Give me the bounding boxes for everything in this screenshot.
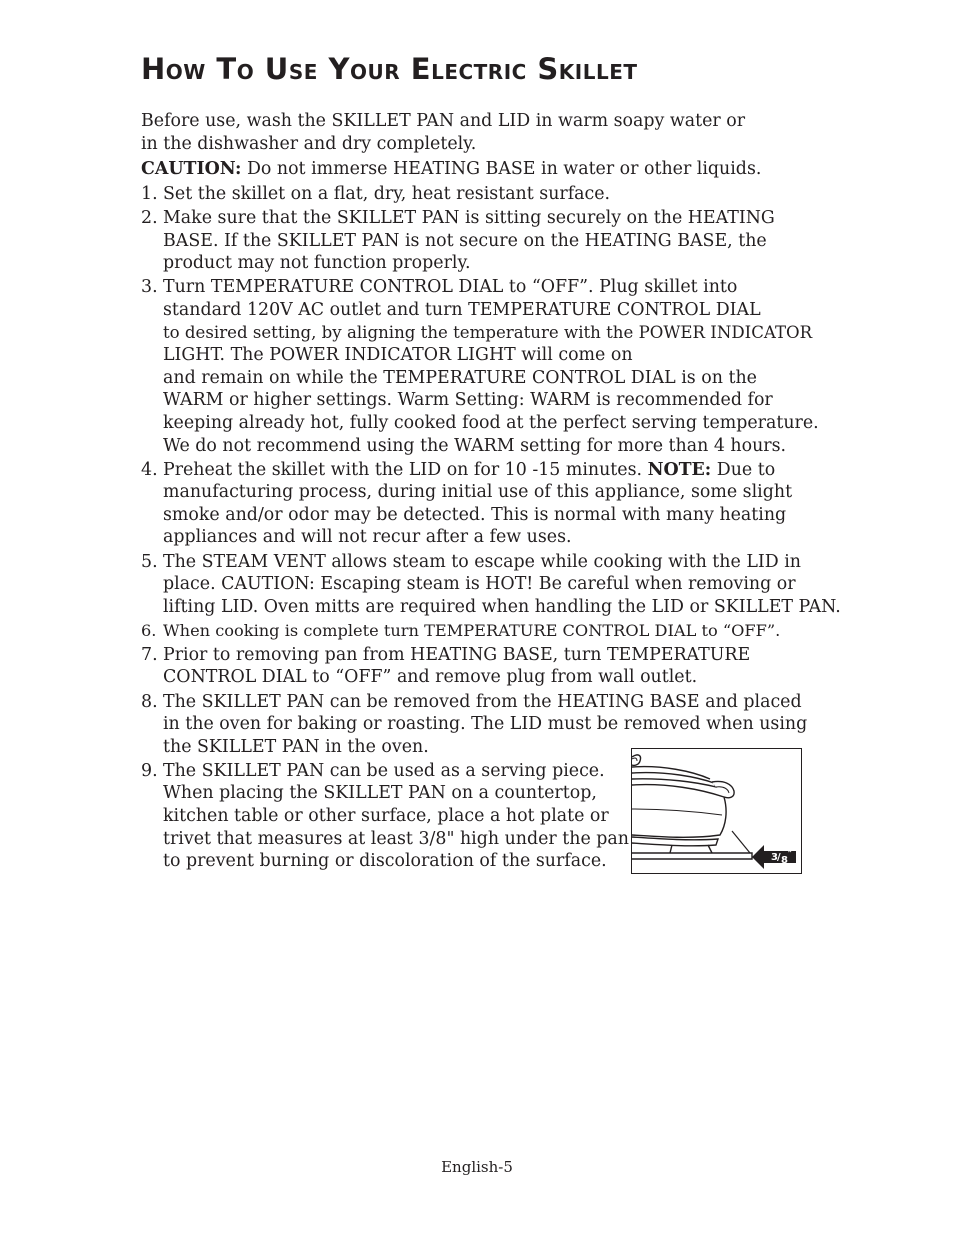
step-3 [141,276,831,457]
step-line: and remain on while the TEMPERATURE CONTROL DIAL is on the [163,367,757,388]
step-line: trivet that measures at least 3/8" high under the pan [163,828,629,849]
step-line: CONTROL DIAL to “OFF” and remove plug from wall outlet. [163,667,698,688]
step-line: in the oven for baking or roasting. The LID must be removed when using [163,714,808,735]
intro-line: in the dishwasher and dry completely. [141,133,477,154]
step-number: 3. [141,277,158,298]
note-label: NOTE: [647,459,712,480]
step-line: keeping already hot, fully cooked food at the perfect serving temperature. [163,412,819,433]
intro-line: Before use, wash the SKILLET PAN and LID in warm soapy water or [141,111,746,131]
step-number: 7. [141,644,158,665]
step-number: 2. [141,208,158,229]
step-line: appliances and will not recur after a few uses. [163,527,572,548]
step-line: product may not function properly. [163,253,471,274]
countertop-edge-line [732,831,750,853]
foot-right [708,845,712,853]
step-line: The STEAM VENT allows steam to escape while cooking with the LID in [163,551,801,572]
measure-slash: / [777,852,781,863]
step-9 [141,760,629,873]
countertop-surface [632,853,752,859]
caution-paragraph [141,158,831,181]
step-line: BASE. If the SKILLET PAN is not secure on the HEATING BASE, the [163,230,767,251]
step-text: Due to [711,459,776,480]
step-line: When placing the SKILLET PAN on a countertop, [163,783,597,804]
step-line: Turn TEMPERATURE CONTROL DIAL to “OFF”. Plug skillet into [163,277,738,298]
caution-label: CAUTION: [141,159,242,179]
step-line: lifting LID. Oven mitts are required when handling the LID or SKILLET PAN. [163,596,841,617]
measure-inch-mark: ″ [788,850,793,860]
step-line: Prior to removing pan from HEATING BASE, turn TEMPERATURE [163,644,751,665]
step-line: smoke and/or odor may be detected. This is normal with many heating [163,504,787,525]
step-6 [141,620,831,643]
step-number: 6. [141,620,157,640]
step-line: Make sure that the SKILLET PAN is sitting securely on the HEATING [163,208,775,229]
lid-knob-shape [632,755,641,765]
step-line: to desired setting, by aligning the temperature with the POWER INDICATOR [163,322,813,342]
step-1 [141,183,831,206]
step-line: place. CAUTION: Escaping steam is HOT! Be careful when removing or [163,574,796,595]
step-5 [141,551,841,619]
skillet-trivet-illustration [631,748,802,874]
step-line: manufacturing process, during initial use of this appliance, some slight [163,482,793,503]
step-number: 8. [141,691,158,712]
step-line: standard 120V AC outlet and turn TEMPERATURE CONTROL DIAL [163,299,761,320]
heating-base [632,837,718,846]
step-text: Preheat the skillet with the LID on for 10 -15 minutes. [163,459,648,480]
step-line: the SKILLET PAN in the oven. [163,736,429,757]
step-number: 4. [141,459,158,480]
page-number: English-5 [441,1158,513,1176]
step-number: 5. [141,551,158,572]
step-line: LIGHT. The POWER INDICATOR LIGHT will come on [163,345,633,366]
step-number: 1. [141,184,158,204]
measure-numerator: 3 [771,852,778,863]
intro-paragraph [141,110,831,155]
page-title: How To Use Your Electric Skillet [141,52,638,86]
step-2 [141,207,831,275]
step-line: When cooking is complete turn TEMPERATURE CONTROL DIAL to “OFF”. [163,620,781,640]
measure-denominator: 8 [781,855,788,866]
step-4 [141,459,831,549]
step-number: 9. [141,760,158,781]
step-line [163,459,831,482]
step-line: The SKILLET PAN can be used as a serving piece. [163,760,605,781]
step-line: to prevent burning or discoloration of the surface. [163,851,607,872]
step-line: The SKILLET PAN can be removed from the HEATING BASE and placed [163,691,802,712]
step-7 [141,644,831,689]
caution-text: Do not immerse HEATING BASE in water or other liquids. [241,159,762,179]
step-line: kitchen table or other surface, place a hot plate or [163,806,609,827]
step-line: Set the skillet on a flat, dry, heat resistant surface. [163,184,611,204]
foot-left [670,845,672,853]
step-line: We do not recommend using the WARM setting for more than 4 hours. [163,435,787,456]
step-line: WARM or higher settings. Warm Setting: WARM is recommended for [163,390,773,411]
skillet-on-trivet-drawing [632,749,801,873]
